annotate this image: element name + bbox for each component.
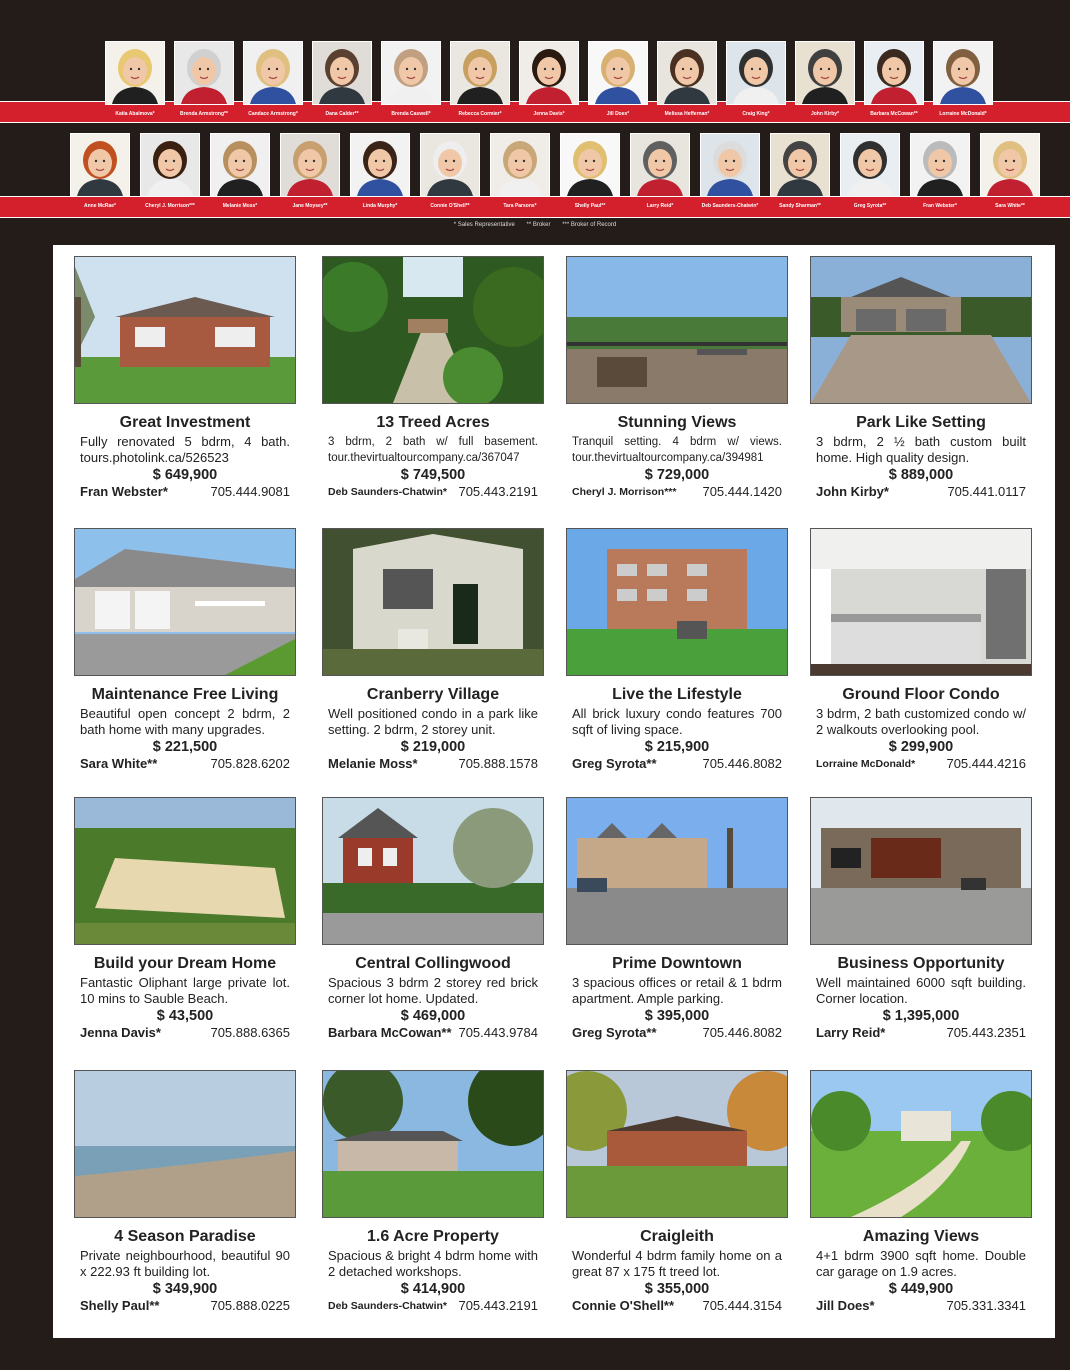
listing-card[interactable] bbox=[566, 528, 788, 788]
listing-price: $ 469,000 bbox=[400, 1008, 466, 1024]
agent-name: Katia Abalmova* bbox=[115, 111, 155, 117]
listing-photo[interactable] bbox=[74, 797, 296, 945]
listing-phone: 705.443.2191 bbox=[458, 484, 538, 499]
listing-agent: Shelly Paul** bbox=[80, 1298, 160, 1313]
listing-description: Private neighbourhood, beautiful 90 x 222.93 ft building lot. bbox=[80, 1248, 290, 1279]
listing-photo[interactable] bbox=[566, 256, 788, 404]
agent-name: Candace Armstrong* bbox=[248, 111, 298, 117]
listing-card[interactable] bbox=[810, 1070, 1032, 1330]
listing-contact bbox=[328, 1025, 538, 1041]
agent-headshot bbox=[630, 133, 690, 197]
agent-card bbox=[280, 133, 340, 209]
listing-contact bbox=[328, 756, 538, 772]
listing-contact bbox=[80, 484, 290, 500]
listing-photo[interactable] bbox=[322, 797, 544, 945]
agent-card bbox=[560, 133, 620, 209]
listing-card[interactable] bbox=[322, 256, 544, 516]
listing-title: Maintenance Free Living bbox=[91, 686, 279, 703]
agent-name: Barbara McCowan** bbox=[870, 111, 918, 117]
listing-contact bbox=[572, 1025, 782, 1041]
agent-card bbox=[840, 133, 900, 209]
agent-name: Melanie Moss* bbox=[222, 203, 258, 209]
agent-name: Dana Calder** bbox=[325, 111, 359, 117]
listing-agent: Barbara McCowan** bbox=[328, 1025, 452, 1040]
listing-agent: John Kirby* bbox=[816, 484, 889, 499]
listing-phone: 705.446.8082 bbox=[702, 756, 782, 771]
agent-headshot bbox=[795, 41, 855, 105]
agent-card bbox=[519, 41, 579, 117]
listing-price: $ 749,500 bbox=[400, 467, 466, 483]
agent-card bbox=[450, 41, 510, 117]
agent-card bbox=[210, 133, 270, 209]
agent-name: Shelly Paul** bbox=[574, 203, 606, 209]
listing-agent: Sara White** bbox=[80, 756, 158, 771]
listing-contact bbox=[572, 1298, 782, 1314]
listing-title: Ground Floor Condo bbox=[842, 686, 1000, 703]
listing-description: 3 bdrm, 2 ½ bath custom built home. High quality design. bbox=[816, 434, 1026, 465]
agent-headshot bbox=[980, 133, 1040, 197]
listing-card[interactable] bbox=[810, 256, 1032, 516]
listing-title: 4 Season Paradise bbox=[114, 1228, 256, 1245]
listing-description: All brick luxury condo features 700 sqft of living space. bbox=[572, 706, 782, 737]
listing-price: $ 729,000 bbox=[644, 467, 710, 483]
agent-card bbox=[105, 41, 165, 117]
agent-headshot bbox=[210, 133, 270, 197]
listing-card[interactable] bbox=[566, 797, 788, 1057]
agent-card bbox=[243, 41, 303, 117]
listing-card[interactable] bbox=[74, 528, 296, 788]
listing-agent: Connie O'Shell** bbox=[572, 1298, 675, 1313]
listing-phone: 705.444.9081 bbox=[210, 484, 290, 499]
listing-description: Fully renovated 5 bdrm, 4 bath. tours.photolink.ca/526523 bbox=[80, 434, 290, 465]
agent-name: Sara White** bbox=[995, 203, 1025, 209]
listing-description: Well maintained 6000 sqft building. Corner location. bbox=[816, 975, 1026, 1006]
listing-phone: 705.828.6202 bbox=[210, 756, 290, 771]
agent-name: Linda Murphy* bbox=[362, 203, 398, 209]
agent-name: Cheryl J. Morrison*** bbox=[145, 203, 195, 209]
legend-broker-of-record: *** Broker of Record bbox=[562, 222, 617, 228]
agent-card bbox=[140, 133, 200, 209]
listing-photo[interactable] bbox=[810, 256, 1032, 404]
listing-title: Build your Dream Home bbox=[93, 955, 277, 972]
listing-title: Live the Lifestyle bbox=[612, 686, 742, 703]
listing-photo[interactable] bbox=[566, 1070, 788, 1218]
listing-price: $ 449,900 bbox=[888, 1281, 954, 1297]
listing-description: 3 bdrm, 2 bath w/ full basement. tour.thevirtualtourcompany.ca/367047 bbox=[328, 436, 538, 464]
listing-photo[interactable] bbox=[74, 528, 296, 676]
agent-name: Lorraine McDonald* bbox=[939, 111, 987, 117]
agent-card bbox=[381, 41, 441, 117]
listing-photo[interactable] bbox=[74, 256, 296, 404]
legend-broker: ** Broker bbox=[526, 222, 551, 228]
listing-phone: 705.888.1578 bbox=[458, 756, 538, 771]
agent-card bbox=[630, 133, 690, 209]
agent-name: Anne McRae* bbox=[84, 203, 116, 209]
agent-name: Tara Parsons* bbox=[503, 203, 537, 209]
listing-title: Prime Downtown bbox=[612, 955, 742, 972]
agent-card bbox=[70, 133, 130, 209]
listing-card[interactable] bbox=[322, 1070, 544, 1330]
listing-photo[interactable] bbox=[322, 1070, 544, 1218]
listing-card[interactable] bbox=[566, 256, 788, 516]
listing-agent: Lorraine McDonald* bbox=[816, 758, 916, 770]
listing-phone: 705.444.1420 bbox=[702, 484, 782, 499]
agent-name: Deb Saunders-Chatwin* bbox=[701, 203, 759, 209]
listing-description: 3 bdrm, 2 bath customized condo w/ 2 walkouts overlooking pool. bbox=[816, 706, 1026, 737]
agent-headshot bbox=[280, 133, 340, 197]
agent-card bbox=[770, 133, 830, 209]
agent-headshot bbox=[726, 41, 786, 105]
agent-headshot bbox=[105, 41, 165, 105]
listing-agent: Greg Syrota** bbox=[572, 756, 657, 771]
agent-headshot bbox=[350, 133, 410, 197]
listing-price: $ 43,500 bbox=[156, 1008, 214, 1024]
listing-agent: Jill Does* bbox=[816, 1298, 875, 1313]
listing-contact bbox=[80, 756, 290, 772]
agent-card bbox=[980, 133, 1040, 209]
listing-contact bbox=[816, 756, 1026, 772]
listing-phone: 705.331.3341 bbox=[946, 1298, 1026, 1313]
agent-name: Craig King* bbox=[742, 111, 770, 117]
listing-price: $ 349,900 bbox=[152, 1281, 218, 1297]
listing-description: 3 spacious offices or retail & 1 bdrm apartment. Ample parking. bbox=[572, 975, 782, 1006]
agent-headshot bbox=[933, 41, 993, 105]
listing-phone: 705.443.2351 bbox=[946, 1025, 1026, 1040]
listing-phone: 705.888.0225 bbox=[210, 1298, 290, 1313]
agent-card bbox=[490, 133, 550, 209]
listing-title: Amazing Views bbox=[862, 1228, 980, 1245]
listing-agent: Deb Saunders-Chatwin* bbox=[328, 486, 448, 498]
agent-card bbox=[420, 133, 480, 209]
listing-photo[interactable] bbox=[74, 1070, 296, 1218]
listing-description: Spacious 3 bdrm 2 storey red brick corner lot home. Updated. bbox=[328, 975, 538, 1006]
agent-headshot bbox=[450, 41, 510, 105]
agent-card bbox=[700, 133, 760, 209]
listing-description: 4+1 bdrm 3900 sqft home. Double car garage on 1.9 acres. bbox=[816, 1248, 1026, 1279]
agent-headshot bbox=[840, 133, 900, 197]
listing-card[interactable] bbox=[566, 1070, 788, 1330]
agent-row-1 bbox=[105, 41, 993, 117]
agent-name: Jill Does* bbox=[606, 111, 630, 117]
agent-headshot bbox=[174, 41, 234, 105]
listing-phone: 705.441.0117 bbox=[947, 484, 1026, 499]
listing-contact bbox=[816, 1025, 1026, 1041]
listing-contact bbox=[816, 1298, 1026, 1314]
agent-headshot bbox=[700, 133, 760, 197]
agent-card bbox=[910, 133, 970, 209]
legend-sales-rep: * Sales Representative bbox=[453, 222, 515, 228]
listing-title: 1.6 Acre Property bbox=[367, 1228, 499, 1245]
listing-contact bbox=[328, 1298, 538, 1314]
listing-contact bbox=[816, 484, 1026, 500]
agent-card bbox=[726, 41, 786, 117]
listing-agent: Cheryl J. Morrison*** bbox=[572, 486, 677, 498]
listing-title: Stunning Views bbox=[617, 414, 737, 431]
listing-phone: 705.446.8082 bbox=[702, 1025, 782, 1040]
listing-price: $ 299,900 bbox=[888, 739, 954, 755]
listing-phone: 705.444.3154 bbox=[702, 1298, 782, 1313]
agent-headshot bbox=[560, 133, 620, 197]
listing-price: $ 219,000 bbox=[400, 739, 466, 755]
listing-agent: Greg Syrota** bbox=[572, 1025, 657, 1040]
agent-headshot bbox=[70, 133, 130, 197]
agent-name: John Kirby* bbox=[810, 111, 840, 117]
listing-card[interactable] bbox=[74, 797, 296, 1057]
listing-price: $ 414,900 bbox=[400, 1281, 466, 1297]
listing-title: Business Opportunity bbox=[837, 955, 1005, 972]
listing-price: $ 649,900 bbox=[152, 467, 218, 483]
agent-name: Fran Webster* bbox=[923, 203, 957, 209]
listing-price: $ 355,000 bbox=[644, 1281, 710, 1297]
agent-headshot bbox=[490, 133, 550, 197]
agent-headshot bbox=[381, 41, 441, 105]
agent-name: Brenda Caswell* bbox=[391, 111, 431, 117]
listing-agent: Larry Reid* bbox=[816, 1025, 886, 1040]
agent-name: Sandy Sharman** bbox=[779, 203, 821, 209]
agent-card bbox=[174, 41, 234, 117]
agent-card bbox=[312, 41, 372, 117]
agent-name: Jenna Davis* bbox=[533, 111, 565, 117]
listings-panel bbox=[53, 245, 1055, 1338]
agent-headshot bbox=[140, 133, 200, 197]
agent-headshot bbox=[910, 133, 970, 197]
agent-headshot bbox=[588, 41, 648, 105]
agent-card bbox=[657, 41, 717, 117]
listing-phone: 705.888.6365 bbox=[210, 1025, 290, 1040]
listing-title: Great Investment bbox=[119, 414, 251, 431]
agent-headshot bbox=[864, 41, 924, 105]
listing-photo[interactable] bbox=[810, 1070, 1032, 1218]
agent-name: Jane Moysey** bbox=[292, 203, 328, 209]
agent-card bbox=[864, 41, 924, 117]
listing-card[interactable] bbox=[810, 528, 1032, 788]
listing-agent: Deb Saunders-Chatwin* bbox=[328, 1300, 448, 1312]
agent-name: Rebecca Cormier* bbox=[458, 111, 502, 117]
listing-phone: 705.444.4216 bbox=[946, 756, 1026, 771]
agent-name: Greg Syrota** bbox=[853, 203, 887, 209]
agent-name: Melissa Heffernan* bbox=[664, 111, 710, 117]
listing-contact bbox=[80, 1025, 290, 1041]
listing-title: 13 Treed Acres bbox=[376, 414, 490, 431]
listing-description: Well positioned condo in a park like setting. 2 bdrm, 2 storey unit. bbox=[328, 706, 538, 737]
listing-contact bbox=[572, 756, 782, 772]
listing-photo[interactable] bbox=[322, 256, 544, 404]
listing-description: Tranquil setting. 4 bdrm w/ views. tour.thevirtualtourcompany.ca/394981 bbox=[572, 436, 782, 464]
listing-card[interactable] bbox=[810, 797, 1032, 1057]
listing-title: Central Collingwood bbox=[355, 955, 511, 972]
listing-photo[interactable] bbox=[566, 797, 788, 945]
agent-name: Connie O'Shell** bbox=[430, 203, 470, 209]
listing-price: $ 889,000 bbox=[888, 467, 954, 483]
listing-price: $ 215,900 bbox=[644, 739, 710, 755]
listing-description: Wonderful 4 bdrm family home on a great 87 x 175 ft treed lot. bbox=[572, 1248, 782, 1279]
listing-description: Spacious & bright 4 bdrm home with 2 detached workshops. bbox=[328, 1248, 538, 1279]
listing-photo[interactable] bbox=[566, 528, 788, 676]
agent-headshot bbox=[770, 133, 830, 197]
listing-price: $ 221,500 bbox=[152, 739, 218, 755]
listing-title: Craigleith bbox=[640, 1228, 714, 1245]
agent-headshot bbox=[312, 41, 372, 105]
listing-contact bbox=[328, 484, 538, 500]
listing-card[interactable] bbox=[74, 1070, 296, 1330]
listing-contact bbox=[572, 484, 782, 500]
agent-headshot bbox=[657, 41, 717, 105]
agent-name: Larry Reid* bbox=[646, 203, 674, 209]
listing-agent: Jenna Davis* bbox=[80, 1025, 161, 1040]
listing-price: $ 1,395,000 bbox=[882, 1008, 960, 1024]
listing-card[interactable] bbox=[74, 256, 296, 516]
listing-photo[interactable] bbox=[322, 528, 544, 676]
listing-agent: Fran Webster* bbox=[80, 484, 168, 499]
agent-card bbox=[933, 41, 993, 117]
listing-photo[interactable] bbox=[810, 528, 1032, 676]
listing-description: Fantastic Oliphant large private lot. 10 mins to Sauble Beach. bbox=[80, 975, 290, 1006]
listing-contact bbox=[80, 1298, 290, 1314]
agent-name: Brenda Armstrong** bbox=[180, 111, 228, 117]
agent-row-2 bbox=[70, 133, 1040, 209]
listing-photo[interactable] bbox=[810, 797, 1032, 945]
listing-phone: 705.443.9784 bbox=[458, 1025, 538, 1040]
listing-price: $ 395,000 bbox=[644, 1008, 710, 1024]
listing-phone: 705.443.2191 bbox=[458, 1298, 538, 1313]
listing-agent: Melanie Moss* bbox=[328, 756, 418, 771]
agent-card bbox=[350, 133, 410, 209]
agent-card bbox=[795, 41, 855, 117]
agent-headshot bbox=[519, 41, 579, 105]
agent-headshot bbox=[420, 133, 480, 197]
agent-headshot bbox=[243, 41, 303, 105]
designation-legend bbox=[0, 222, 1070, 228]
agent-card bbox=[588, 41, 648, 117]
listing-card[interactable] bbox=[322, 528, 544, 788]
listing-card[interactable] bbox=[322, 797, 544, 1057]
listing-title: Cranberry Village bbox=[366, 686, 500, 703]
listing-title: Park Like Setting bbox=[856, 414, 986, 431]
listing-description: Beautiful open concept 2 bdrm, 2 bath home with many upgrades. bbox=[80, 706, 290, 737]
